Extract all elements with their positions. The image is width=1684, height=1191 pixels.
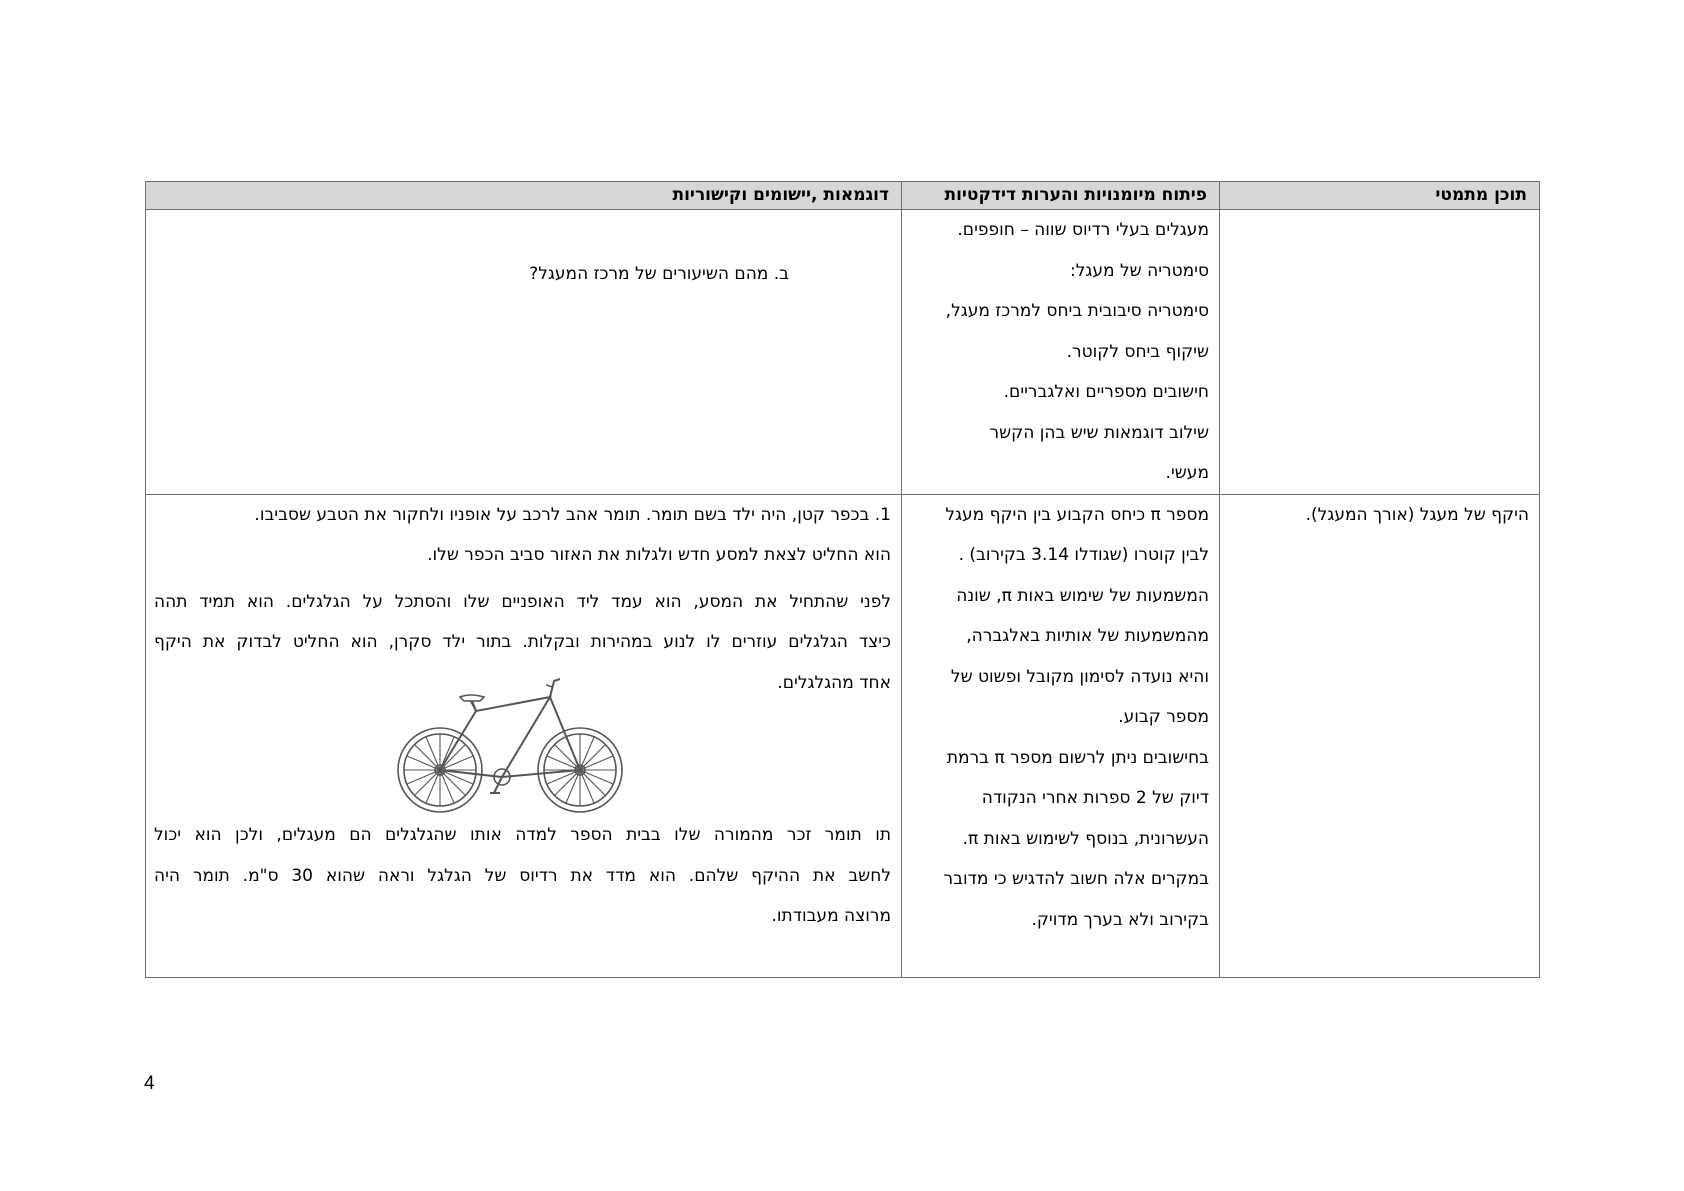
story-paragraph-2-line: כיצד הגלגלים עוזרים לו לנוע במהירות ובקלות. בתור ילד סקרן, הוא החליט לבדוק את היקף bbox=[154, 632, 891, 652]
story-paragraph-3-line: לחשב את ההיקף שלהם. הוא מדד את רדיוס של הגלגל וראה שהוא 30 ס"מ. תומר היה bbox=[154, 865, 891, 886]
story-paragraph-1-line: 1. בכפר קטן, היה ילד בשם תומר. תומר אהב לרכב על אופניו ולחקור את הטבע שסביבו. bbox=[254, 504, 891, 525]
row2-content-text: היקף של מעגל (אורך המעגל). bbox=[1305, 504, 1529, 525]
row1-skills-line: חישובים מספריים ואלגבריים. bbox=[1003, 382, 1209, 402]
story-paragraph-3-line: תו תומר זכר מהמורה שלו בבית הספר למדה אותו שהגלגלים הם מעגלים, ולכן הוא יכול bbox=[154, 825, 891, 845]
story-paragraph-3-line: מרוצה מעבודתו. bbox=[771, 906, 891, 926]
row1-content-cell bbox=[1220, 210, 1540, 495]
row2-skills-line: בקירוב ולא בערך מדויק. bbox=[1031, 909, 1209, 930]
page-number: 4 bbox=[144, 1073, 155, 1094]
row2-skills-line: המשמעות של שימוש באות π, שונה bbox=[956, 585, 1209, 606]
row2-skills-line: מספר קבוע. bbox=[1118, 707, 1209, 727]
row1-skills-line: שיקוף ביחס לקוטר. bbox=[1066, 341, 1209, 362]
story-paragraph-1-line: הוא החליט לצאת למסע חדש ולגלות את האזור סביב הכפר שלו. bbox=[427, 545, 891, 565]
row1-skills-line: סימטריה סיבובית ביחס למרכז מעגל, bbox=[945, 301, 1209, 321]
table-row bbox=[146, 494, 1540, 977]
example-question-b: ב. מהם השיעורים של מרכז המעגל? bbox=[529, 264, 789, 284]
row2-skills-line: והיא נועדה לסימון מקובל ופשוט של bbox=[950, 666, 1209, 687]
bicycle-icon bbox=[394, 675, 634, 825]
row2-skills-line: מהמשמעות של אותיות באלגברה, bbox=[966, 626, 1209, 646]
header-math-content: תוכן מתמטי bbox=[1220, 182, 1540, 210]
row2-skills-line: במקרים אלה חשוב להדגיש כי מדובר bbox=[943, 869, 1209, 889]
row2-examples-cell bbox=[146, 494, 902, 977]
bicycle-image bbox=[154, 675, 891, 815]
header-examples: דוגמאות ,יישומים וקישוריות bbox=[146, 182, 902, 210]
row2-skills-line: דיוק של 2 ספרות אחרי הנקודה bbox=[981, 788, 1209, 808]
row2-skills-line: העשרונית, בנוסף לשימוש באות π. bbox=[962, 828, 1209, 849]
row2-skills-line: בחישובים ניתן לרשום מספר π ברמת bbox=[946, 747, 1209, 768]
story-paragraph-2-line: לפני שהתחיל את המסע, הוא עמד ליד האופניים שלו והסתכל על הגלגלים. הוא תמיד תהה bbox=[154, 591, 891, 612]
header-row bbox=[146, 182, 1540, 210]
story-paragraph-2-line: אחד מהגלגלים. bbox=[777, 672, 891, 693]
row1-examples-cell bbox=[146, 210, 902, 495]
row1-skills-line: שילוב דוגמאות שיש בהן הקשר bbox=[989, 422, 1209, 443]
row2-skills-line: לבין קוטרו (שגודלו 3.14 בקירוב) . bbox=[958, 545, 1209, 565]
row1-skills-line: סימטריה של מעגל: bbox=[1069, 260, 1209, 281]
story-text bbox=[146, 495, 901, 937]
row2-skills-cell bbox=[902, 494, 1220, 977]
row2-content-cell bbox=[1220, 494, 1540, 977]
row2-skills-line: מספר π כיחס הקבוע בין היקף מעגל bbox=[945, 504, 1209, 525]
row1-skills-line: מעשי. bbox=[1165, 463, 1209, 483]
row1-skills-line: מעגלים בעלי רדיוס שווה – חופפים. bbox=[957, 220, 1209, 240]
header-skills-didactic: פיתוח מיומנויות והערות דידקטיות bbox=[902, 182, 1220, 210]
curriculum-table bbox=[145, 181, 1540, 978]
row1-skills-cell bbox=[902, 210, 1220, 495]
table-row bbox=[146, 210, 1540, 495]
row1-content-text bbox=[1228, 210, 1529, 251]
